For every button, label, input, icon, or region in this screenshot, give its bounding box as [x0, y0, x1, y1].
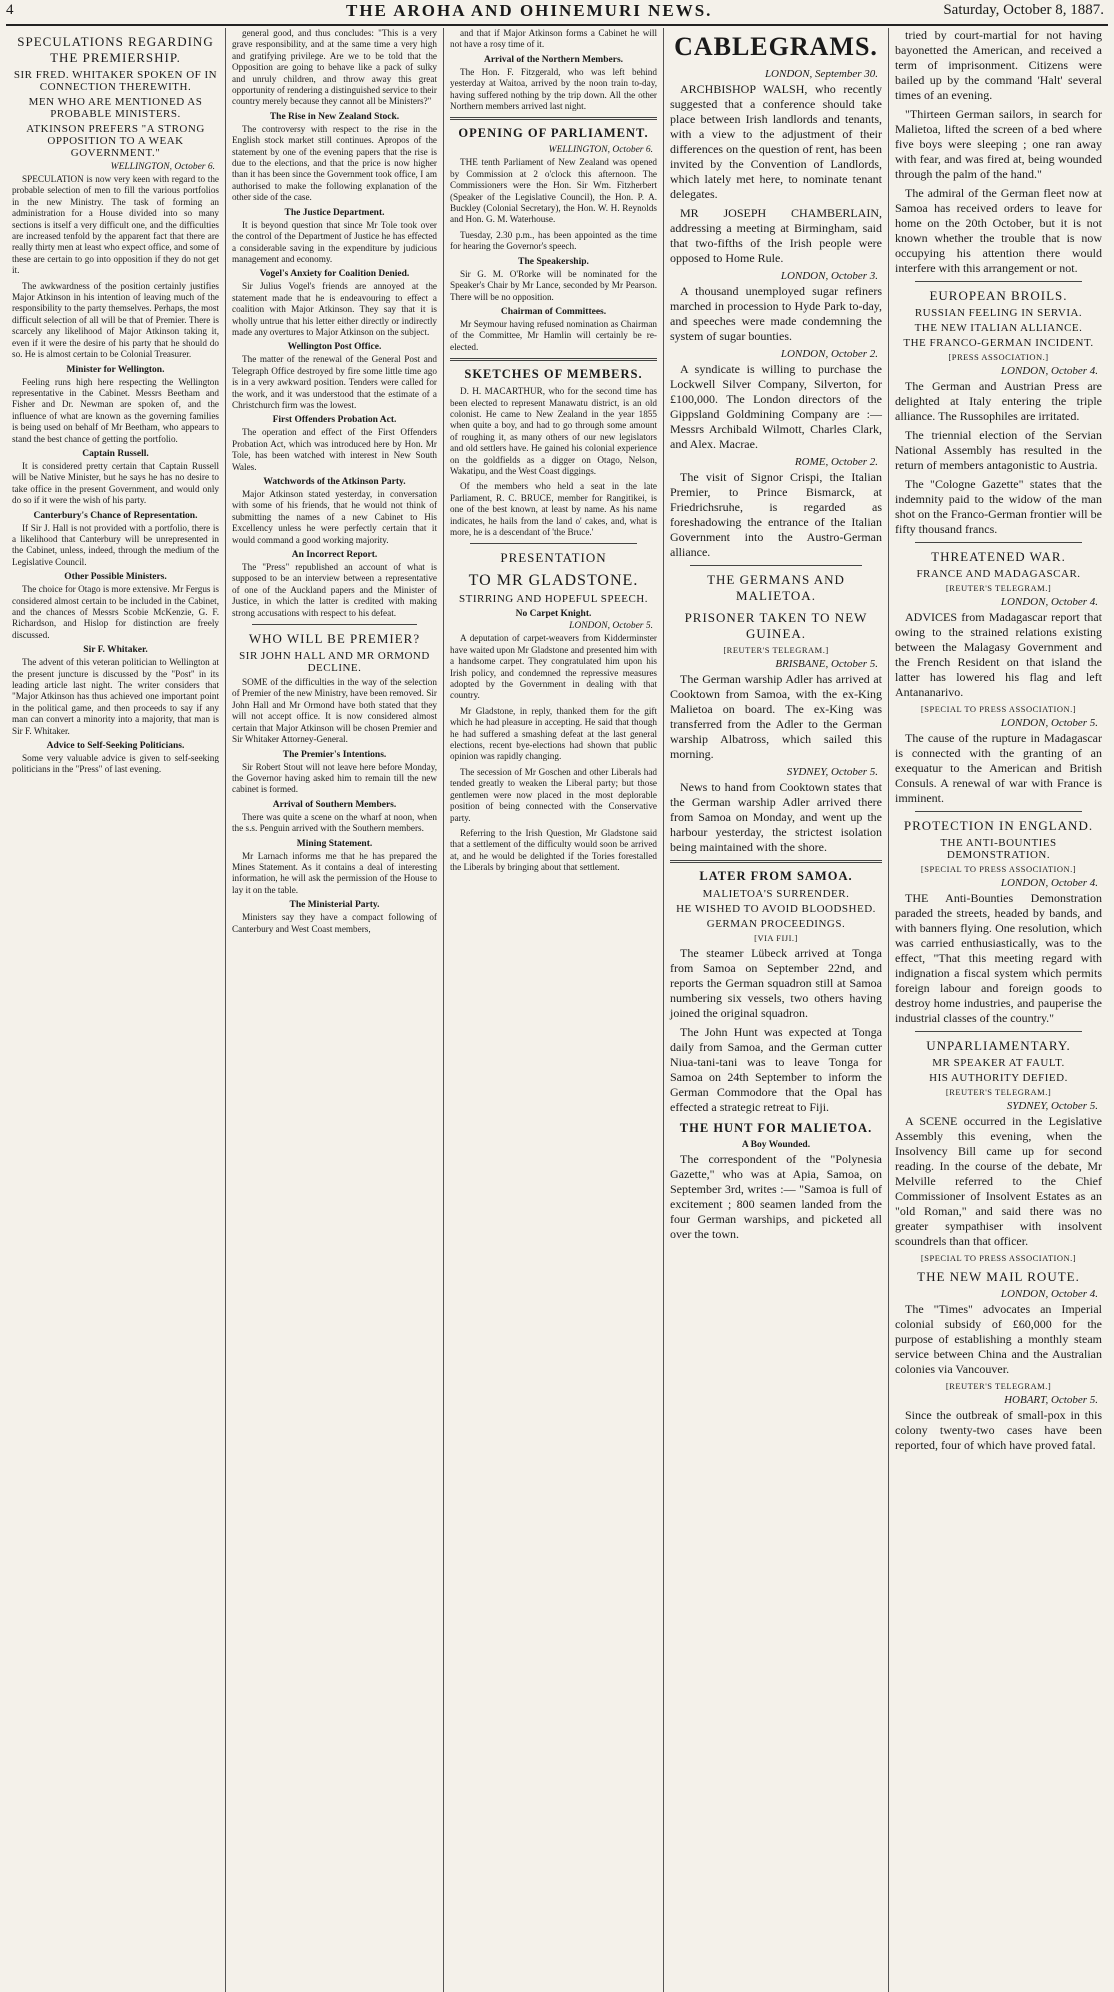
- headline: THE NEW MAIL ROUTE.: [917, 1269, 1080, 1284]
- paragraph: A thousand unemployed sugar refiners marched in procession to Hyde Park to-day, and speeches were made condemning the system of sugar bounties.: [670, 284, 882, 343]
- section-heading: Sir F. Whitaker.: [83, 645, 148, 656]
- paragraph: The "Cologne Gazette" states that the indemnity paid to the widow of the man shot on the Franco-German frontier will be fifty thousand francs.: [895, 477, 1102, 536]
- paragraph: The "Press" republished an account of what is supposed to be an interview between a representative of one of the Auckland papers and the Minister of Justice, in which the latter is credited with making strong accusations with respect to his defeat.: [232, 562, 437, 618]
- paragraph: Some very valuable advice is given to self-seeking politicians in the "Press" of last evening.: [12, 753, 219, 775]
- paragraph: It is beyond question that since Mr Tole took over the control of the Department of Justice he has effected a considerable saving in the expenditure by judicious management and economy.: [232, 219, 437, 264]
- wire-tag: [REUTER'S TELEGRAM.]: [723, 645, 829, 655]
- divider: [915, 281, 1082, 282]
- paragraph: The German warship Adler has arrived at Cooktown from Samoa, with the ex-King Malietoa on board. The ex-King was transferred from the Adler to the German warship Albatross, which sailed this morning.: [670, 672, 882, 761]
- headline: THE HUNT FOR MALIETOA.: [679, 1121, 873, 1135]
- paragraph: The cause of the rupture in Madagascar is connected with the granting of an exequatur to the American and British Consuls. A renewal of war with France is imminent.: [895, 731, 1102, 805]
- paragraph: The choice for Otago is more extensive. Mr Fergus is considered almost certain to be included in the Cabinet, and the chances of Messrs Scobie McKenzie, G. F. Richardson, and Hislop for distinction are freely discussed.: [12, 584, 219, 640]
- paragraph: ARCHBISHOP WALSH, who recently suggested that a conference should take place between Irish landlords and tenants, with a view to the adjustment of their differences on the question of rent, has been invited by the Convention of Landlords, which lately met here, to nominate tenant delegates.: [670, 82, 882, 201]
- wire-tag: [VIA FIJI.]: [754, 933, 798, 943]
- paragraph: A deputation of carpet-weavers from Kidderminster have waited upon Mr Gladstone and presented him with a handsome carpet. They congratulated him upon his Irish policy, and condemned the repressive measures adopted by the Government in dealing with that country.: [450, 633, 657, 701]
- headline: LATER FROM SAMOA.: [699, 869, 853, 883]
- section-heading: Mining Statement.: [296, 838, 373, 849]
- subheadline: HE WISHED TO AVOID BLOODSHED.: [676, 903, 876, 915]
- newspaper-title: THE AROHA AND OHINEMURI NEWS.: [346, 1, 713, 20]
- dateline: LONDON, October 2.: [780, 348, 878, 360]
- paragraph: general good, and thus concludes: "This is a very grave responsibility, and at the same time a very high and gratifying privilege. Are we to be told that the Opposition are going to behave like a pack of sulky and unruly children, and throw away this great opportunity of rendering a distinguished service to their country merely because they cannot all be Ministers?": [232, 28, 437, 107]
- wire-tag: [REUTER'S TELEGRAM.]: [945, 1381, 1052, 1391]
- paragraph: The matter of the renewal of the General Post and Telegraph Office destroyed by fire some little time ago is in a very awkward position. Tenders were called for the work, and it was understood that the estimate of a Christchurch firm was the lowest.: [232, 354, 437, 410]
- paragraph: If Sir J. Hall is not provided with a portfolio, there is a likelihood that Canterbury will be unrepresented in the Cabinet, unless, indeed, through the medium of the Legislative Council.: [12, 522, 219, 567]
- divider: [915, 811, 1082, 812]
- divider: [450, 358, 657, 361]
- section-heading: First Offenders Probation Act.: [272, 415, 397, 426]
- subheadline: FRANCE AND MADAGASCAR.: [916, 568, 1081, 580]
- dateline: LONDON, October 3.: [780, 270, 878, 282]
- headline: PROTECTION IN ENGLAND.: [903, 818, 1094, 833]
- dateline: LONDON, October 4.: [1000, 596, 1098, 608]
- subheadline: MALIETOA'S SURRENDER.: [702, 888, 850, 900]
- section-heading: Arrival of Southern Members.: [272, 799, 397, 810]
- paragraph: SPECULATION is now very keen with regard to the probable selection of men to fill the various portfolios in the new Ministry. The task of forming an administration for a House divided into so many sections is itself a very difficult one, and the difficulties are increased tenfold by the apparent fact that there are really thirty men at least who expect office, and some of these are certain to go into opposition if they do not get it.: [12, 174, 219, 276]
- dateline: LONDON, October 4.: [1000, 1288, 1098, 1300]
- subheadline: GERMAN PROCEEDINGS.: [706, 918, 846, 930]
- wire-tag: [REUTER'S TELEGRAM.]: [945, 1087, 1052, 1097]
- dateline: HOBART, October 5.: [1004, 1394, 1098, 1406]
- dateline: LONDON, October 4.: [1000, 365, 1098, 377]
- dateline: SYDNEY, October 5.: [786, 766, 878, 778]
- subheadline: ATKINSON PREFERS "A STRONG OPPOSITION TO A WEAK GOVERNMENT.": [26, 123, 205, 159]
- paragraph: Sir Julius Vogel's friends are annoyed at the statement made that he is endeavouring to effect a coalition with Major Atkinson. They say that it is wholly untrue that his letter either directly or indirectly made any overtures to Major Atkinson on the subject.: [232, 281, 437, 337]
- dateline: LONDON, October 5.: [569, 621, 653, 632]
- divider: [450, 117, 657, 120]
- paragraph: MR JOSEPH CHAMBERLAIN, addressing a meeting at Birmingham, said that two-fifths of the Irish people were opposed to Home Rule.: [670, 206, 882, 265]
- paragraph: The correspondent of the "Polynesia Gazette," who was at Apia, Samoa, on September 3rd, writes :— "Samoa is full of excitement ; 800 seamen landed from the four German warships, and picketed all over the town.: [670, 1152, 882, 1241]
- section-heading: The Ministerial Party.: [289, 900, 380, 911]
- section-heading: Minister for Wellington.: [66, 364, 165, 375]
- paragraph: The German and Austrian Press are delighted at Italy entering the triple alliance. The Russophiles are irritated.: [895, 379, 1102, 423]
- paragraph: D. H. MACARTHUR, who for the second time has been elected to represent Manawatu district, is an old colonist. He came to New Zealand in the year 1855 when quite a boy, and had to go through some amount of roughing it, as many others of our new legislators and old settlers have. He gained his colonial experience on the goldfields as a digger on Otago, Nelson, Wakatipu, and the West Coast diggings.: [450, 386, 657, 476]
- paragraph: Of the members who held a seat in the late Parliament, R. C. BRUCE, member for Rangitikei, is one of the best known, at least by name. As his name indicates, he hails from the land o' cakes, and, what is more, he is a descendant of 'the Bruce.': [450, 481, 657, 537]
- paragraph: The operation and effect of the First Offenders Probation Act, which was introduced here by Hon. Mr Tole, has been watched with interest in New South Wales.: [232, 427, 437, 472]
- divider: [252, 624, 417, 625]
- subheadline: THE ANTI-BOUNTIES DEMONSTRATION.: [940, 837, 1057, 861]
- paragraph: ADVICES from Madagascar report that owing to the strained relations existing between the Malagasy Government and the French Resident on that island the latter has lowered his flag and left Antananarivo.: [895, 610, 1102, 699]
- paragraph: The secession of Mr Goschen and other Liberals had tended greatly to weaken the Liberal party; but those gentlemen were now placed in the most deplorable position of being connected with the Conservative party.: [450, 766, 657, 823]
- section-heading: An Incorrect Report.: [291, 550, 378, 561]
- section-heading: No Carpet Knight.: [515, 609, 592, 620]
- headline: THREATENED WAR.: [931, 549, 1066, 564]
- section-heading: Watchwords of the Atkinson Party.: [263, 477, 406, 487]
- paragraph: SOME of the difficulties in the way of the selection of Premier of the new Ministry, have been removed. Sir John Hall and Mr Ormond have both stated that they will not accept office. It is now considered almost certain that Major Atkinson will be chosen Premier and Sir Whitaker Attorney-General.: [232, 677, 437, 745]
- divider: [670, 860, 882, 863]
- section-heading: Arrival of the Northern Members.: [483, 54, 624, 65]
- subheadline: RUSSIAN FEELING IN SERVIA.: [914, 307, 1083, 319]
- column-4: [664, 28, 889, 1992]
- wire-tag: [REUTER'S TELEGRAM.]: [945, 583, 1052, 593]
- wire-tag: [SPECIAL TO PRESS ASSOCIATION.]: [920, 1253, 1077, 1263]
- divider: [470, 543, 637, 544]
- headline: PRESENTATION: [500, 550, 607, 566]
- paragraph: The triennial election of the Servian National Assembly has resulted in the return of members antagonistic to Austria.: [895, 428, 1102, 472]
- paragraph: Sir Robert Stout will not leave here before Monday, the Governor having asked him to remain till the new cabinet is formed.: [232, 761, 437, 795]
- subheadline: SIR JOHN HALL AND MR ORMOND DECLINE.: [239, 650, 430, 675]
- dateline: SYDNEY, October 5.: [1006, 1100, 1098, 1112]
- paragraph: The John Hunt was expected at Tonga daily from Samoa, and the German cutter Niua-tani-tani was to leave Tonga for Samoa on 24th September to inform the German Commodore that the Opal has effected a strategic retreat to Fiji.: [670, 1025, 882, 1114]
- divider: [915, 1031, 1082, 1032]
- headline: WHO WILL BE PREMIER?: [248, 631, 421, 647]
- paragraph: tried by court-martial for not having bayonetted the American, and received a term of imprisonment. Citizens were bailed up by the command 'Halt' several times of an evening.: [895, 28, 1102, 102]
- headline: UNPARLIAMENTARY.: [926, 1038, 1071, 1053]
- paragraph: The Hon. F. Fitzgerald, who was left behind yesterday at Waitoa, arrived by the noon train to-day, having suffered nothing by the trip down. All the other Northern members arrived last night.: [450, 66, 657, 112]
- wire-tag: [SPECIAL TO PRESS ASSOCIATION.]: [920, 864, 1077, 874]
- paragraph: Major Atkinson stated yesterday, in conversation with some of his friends, that he would not think of submitting the names of a new Cabinet to His Excellency unless he were perfectly certain that it would command a good working majority.: [232, 489, 437, 545]
- section-heading: Wellington Post Office.: [287, 342, 382, 353]
- paragraph: The "Times" advocates an Imperial colonial subsidy of £60,000 for the purpose of establishing a monthly steam service between China and the Australian colonies via Vancouver.: [895, 1302, 1102, 1376]
- paragraph: Mr Larnach informs me that he has prepared the Mines Statement. As it contains a deal of interesting information, he will ask the permission of the House to lay it on the table.: [232, 850, 437, 895]
- section-heading: Advice to Self-Seeking Politicians.: [46, 741, 185, 752]
- headline: THE GERMANS AND MALIETOA.: [707, 572, 845, 603]
- section-heading: The Justice Department.: [284, 207, 385, 218]
- section-heading: Chairman of Committees.: [500, 306, 607, 317]
- section-heading: Canterbury's Chance of Representation.: [33, 510, 198, 521]
- paragraph: Tuesday, 2.30 p.m., has been appointed as the time for hearing the Governor's speech.: [450, 229, 657, 252]
- section-heading: A Boy Wounded.: [741, 1140, 811, 1150]
- paragraph: The controversy with respect to the rise in the English stock market still continues. Apropos of the statement by one of the evening papers that the rise is due to the elections, and that the price is now higher than it has been since the Government took office, I am authorised to make the following explanation of the other side of the case.: [232, 123, 437, 203]
- paragraph: The advent of this veteran politician to Wellington at the present juncture is discussed by the "Post" in its leading article last night. The writer considers that "Major Atkinson has thus achieved one important point in the political game, and then proceeds to say if any man can convert a minority into a majority, that man is Sir F. Whitaker.: [12, 657, 219, 736]
- paragraph: The steamer Lübeck arrived at Tonga from Samoa on September 22nd, and reports the German squadron still at Samoa numbering six vessels, two others having joined the original squadron.: [670, 946, 882, 1020]
- headline: OPENING OF PARLIAMENT.: [458, 126, 649, 141]
- wire-tag: [SPECIAL TO PRESS ASSOCIATION.]: [920, 704, 1077, 714]
- paragraph: The admiral of the German fleet now at Samoa has received orders to leave for home on the 20th October, but it is not known whether the trouble that is now occupying his attention there would interfere with this arrangement or not.: [895, 186, 1102, 275]
- divider: [690, 565, 862, 566]
- section-heading: The Premier's Intentions.: [282, 749, 387, 760]
- paragraph: Feeling runs high here respecting the Wellington representative in the Cabinet. Messrs Beetham and Fisher and Dr. Newman are spoken of, and the influence of what are known as the governing families is being used on behalf of Mr Beetham, who appears to stand the best chance of getting the portfolio.: [12, 376, 219, 444]
- headline: PRISONER TAKEN TO NEW GUINEA.: [684, 610, 868, 641]
- headline: SKETCHES OF MEMBERS.: [464, 367, 643, 382]
- paragraph: Since the outbreak of small-pox in this colony twenty-two cases have been reported, four of which have proved fatal.: [895, 1408, 1102, 1452]
- subheadline: MEN WHO ARE MENTIONED AS PROBABLE MINISTERS.: [28, 96, 203, 120]
- paragraph: It is considered pretty certain that Captain Russell will be Native Minister, but he says he has no desire to take office in the present Government, and would only do so if it were the wish of his party.: [12, 460, 219, 506]
- section-heading: The Speakership.: [518, 256, 589, 267]
- subheadline: HIS AUTHORITY DEFIED.: [929, 1072, 1068, 1084]
- subheadline: STIRRING AND HOPEFUL SPEECH.: [458, 593, 648, 606]
- dateline: LONDON, October 4.: [1000, 877, 1098, 889]
- column-2: [226, 28, 444, 1992]
- paragraph: The awkwardness of the position certainly justifies Major Atkinson in his intention of leaving much of the responsibility to the party themselves. Perhaps, the most difficult selection of all will be that of Premier. There is scarcely any likelihood of Major Atkinson taking it, even if it were the desire of his party that he should do so. He is almost certain to be Colonial Treasurer.: [12, 280, 219, 360]
- headline: EUROPEAN BROILS.: [929, 288, 1068, 303]
- dateline: BRISBANE, October 5.: [775, 658, 878, 670]
- paragraph: THE tenth Parliament of New Zealand was opened by Commission at 2 o'clock this afternoon. The Commissioners were the Hon. Sir Wm. Fitzherbert (Speaker of the Legislative Council), the Hon. P. A. Buckley (Colonial Secretary), the Hon. W. H. Reynolds and Hon. G. M. Waterhouse.: [450, 157, 657, 225]
- paragraph: A SCENE occurred in the Legislative Assembly this evening, when the Insolvency Bill came up for second reading. In the course of the debate, Mr Melville referred to the Chief Commissioner of Insolvent Estates as an "old Roman," and said there was no greater sympathiser with insolvent scoundrels than that officer.: [895, 1114, 1102, 1248]
- headline: SPECULATIONS REGARDING THE PREMIERSHIP.: [17, 34, 214, 65]
- paragraph: Sir G. M. O'Rorke will be nominated for the Speaker's Chair by Mr Lance, seconded by Mr Pearson. There will be no opposition.: [450, 268, 657, 302]
- subheadline: SIR FRED. WHITAKER SPOKEN OF IN CONNECTION THEREWITH.: [13, 69, 218, 93]
- paragraph: and that if Major Atkinson forms a Cabinet he will not have a rosy time of it.: [450, 28, 657, 50]
- section-heading: Captain Russell.: [82, 448, 149, 459]
- paragraph: Ministers say they have a compact following of Canterbury and West Coast members,: [232, 912, 437, 934]
- headline: CABLEGRAMS.: [674, 32, 878, 61]
- dateline: LONDON, October 5.: [1000, 717, 1098, 729]
- divider: [915, 542, 1082, 543]
- paragraph: The visit of Signor Crispi, the Italian Premier, to Prince Bismarck, at Friedrichsruhe, is regarded as foreshadowing the entrance of the Italian Government into the Austro-German alliance.: [670, 470, 882, 559]
- dateline: LONDON, September 30.: [764, 68, 878, 80]
- subheadline: THE NEW ITALIAN ALLIANCE.: [914, 322, 1083, 334]
- paragraph: Mr Gladstone, in reply, thanked them for the gift which he had pleasure in accepting. He said that though he had suffered a smashing defeat at the last general elections, recent bye-elections had shown that public opinion was rapidly changing.: [450, 705, 657, 762]
- masthead: [6, 0, 1108, 26]
- paragraph: A syndicate is willing to purchase the Lockwell Silver Company, Silverton, for £100,000. The London directors of the Gippsland Goldmining Company are :—Messrs Archibald Wilmott, Charles Clark, and Alex. Macrae.: [670, 362, 882, 451]
- section-heading: Other Possible Ministers.: [64, 572, 167, 583]
- paragraph: "Thirteen German sailors, in search for Malietoa, lifted the screen of a bed where five boys were sleeping ; one ran away with fear, and was fired at, being wounded through the palm of the hand.": [895, 107, 1102, 181]
- paragraph: Referring to the Irish Question, Mr Gladstone said that a settlement of the difficulty would soon be arrived at, and he would be delighted if the Tories forestalled the Liberals by bringing about that settlement.: [450, 827, 657, 873]
- paragraph: News to hand from Cooktown states that the German warship Adler arrived there from Samoa on Monday, and went up the harbour yesterday, the strictest isolation being maintained with the shore.: [670, 780, 882, 854]
- issue-date: Saturday, October 8, 1887.: [943, 2, 1104, 18]
- paragraph: THE Anti-Bounties Demonstration paraded the streets, headed by bands, and with banners flying. One resolution, which was carried enthusiastically, was to the effect, "That this meeting regard with indignation a fiscal system which permits foreign labour and foreign goods to destroy home industries, and pauperise the industrial classes of the country.": [895, 891, 1102, 1025]
- wire-tag: [PRESS ASSOCIATION.]: [948, 352, 1049, 362]
- paragraph: Mr Seymour having refused nomination as Chairman of the Committee, Mr Hamlin will certainly be re-elected.: [450, 318, 657, 352]
- subheadline: THE FRANCO-GERMAN INCIDENT.: [903, 337, 1094, 349]
- section-heading: Vogel's Anxiety for Coalition Denied.: [259, 269, 410, 280]
- paragraph: There was quite a scene on the wharf at noon, when the s.s. Penguin arrived with the Southern members.: [232, 811, 437, 834]
- section-heading: The Rise in New Zealand Stock.: [269, 111, 400, 122]
- dateline: WELLINGTON, October 6.: [110, 162, 215, 172]
- page-number: 4: [6, 2, 14, 18]
- headline: TO MR GLADSTONE.: [468, 572, 639, 590]
- column-3: [444, 28, 664, 1992]
- subheadline: MR SPEAKER AT FAULT.: [932, 1057, 1065, 1069]
- column-1: [6, 28, 226, 1992]
- dateline: WELLINGTON, October 6.: [548, 145, 653, 156]
- column-5: [889, 28, 1108, 1992]
- dateline: ROME, October 2.: [794, 456, 878, 468]
